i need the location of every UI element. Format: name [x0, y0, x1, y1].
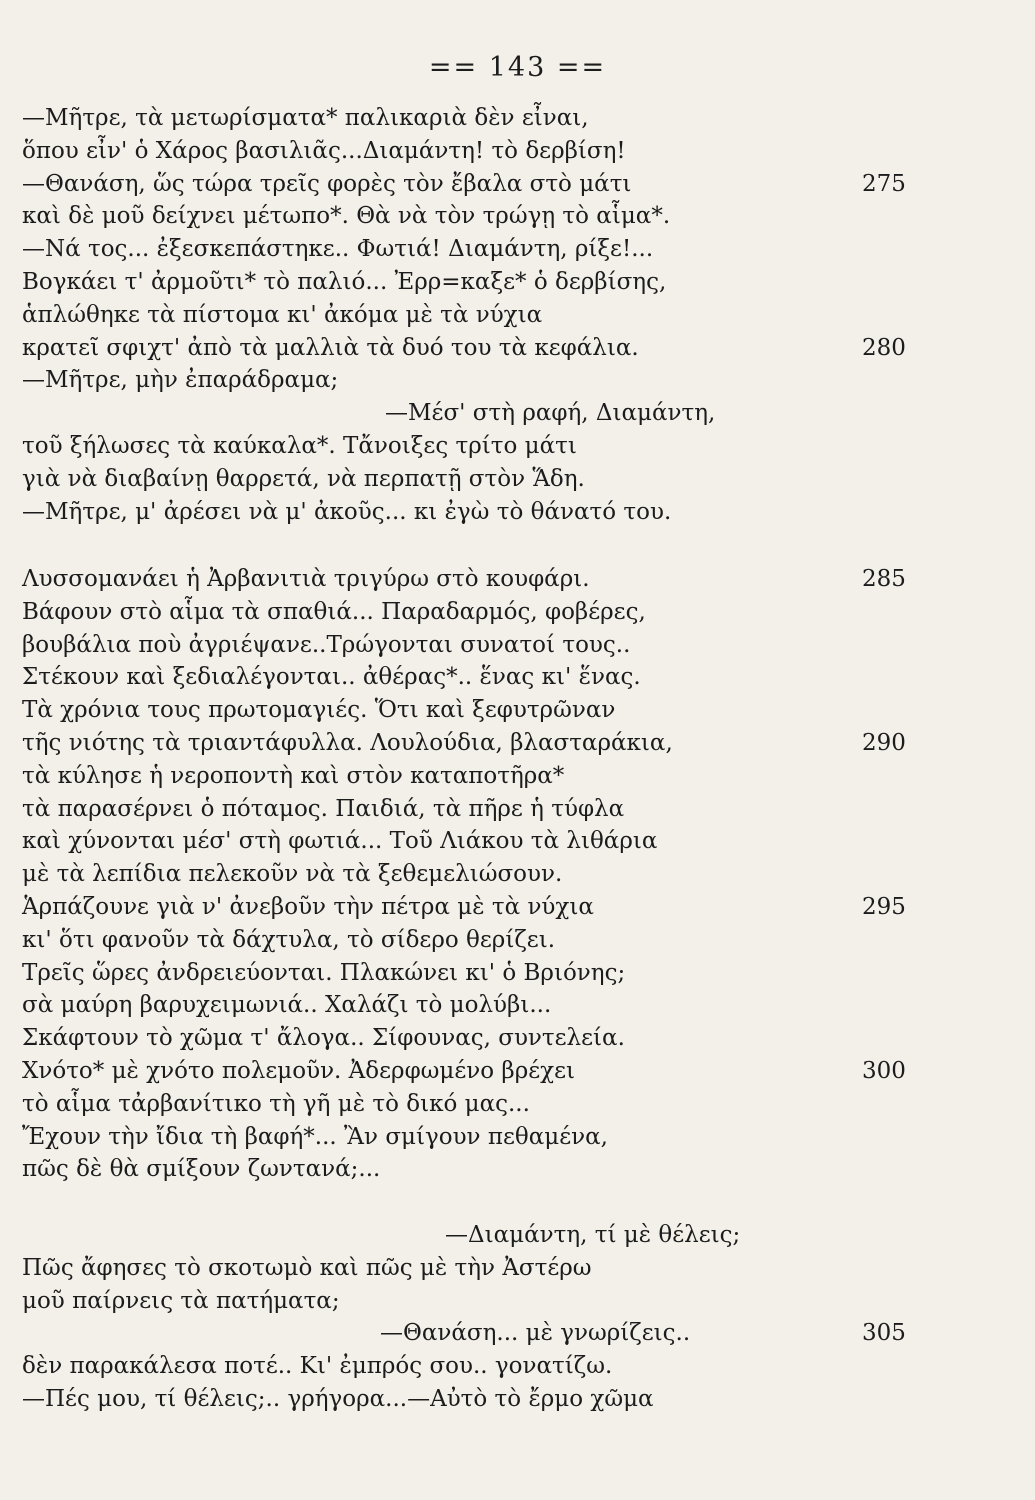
verse-text: Βάφουν στὸ αἷμα τὰ σπαθιά... Παραδαρμός, φοβέρες,: [22, 598, 646, 625]
verse-text: τὰ παρασέρνει ὁ πόταμος. Παιδιά, τὰ πῆρε ἡ τύφλα: [22, 795, 625, 822]
verse-text: τοῦ ξήλωσες τὰ καύκαλα*. Τἄνοιξες τρίτο μάτι: [22, 432, 577, 459]
verse-line: [0, 102, 1035, 135]
verse-text: Στέκουν καὶ ξεδιαλέγονται.. ἀθέρας*.. ἕνας κι' ἕνας.: [22, 664, 641, 691]
verse-line: [0, 266, 1035, 299]
verse-text: κρατεῖ σφιχτ' ἀπὸ τὰ μαλλιὰ τὰ δυό του τὰ κεφάλια.: [22, 334, 639, 361]
verse-text: καὶ δὲ μοῦ δείχνει μέτωπο*. Θὰ νὰ τὸν τρώγῃ τὸ αἷμα*.: [22, 203, 671, 230]
stanza-3: [0, 1219, 1035, 1416]
verse-line: [0, 563, 1035, 596]
verse-line: [0, 694, 1035, 727]
verse-line: [0, 200, 1035, 233]
verse-text: Ἔχουν τὴν ἴδια τὴ βαφή*... Ἂν σμίγουν πεθαμένα,: [22, 1123, 608, 1150]
verse-text: —Μῆτρε, μ' ἀρέσει νὰ μ' ἀκοῦς... κι ἐγὼ τὸ θάνατό του.: [22, 498, 672, 525]
line-number: 305: [862, 1320, 906, 1347]
verse-line: [0, 825, 1035, 858]
line-number: 295: [862, 893, 906, 920]
verse-line: [0, 1121, 1035, 1154]
line-number: 275: [862, 170, 906, 197]
verse-text: Λυσσομανάει ἡ Ἀρβανιτιὰ τριγύρω στὸ κουφάρι.: [22, 566, 590, 592]
verse-line: [0, 891, 1035, 924]
verse-text: Σκάφτουν τὸ χῶμα τ' ἄλογα.. Σίφουνας, συντελεία.: [22, 1025, 625, 1052]
verse-line: [0, 1219, 1035, 1252]
verse-line: [0, 1383, 1035, 1416]
verse-text: Τὰ χρόνια τους πρωτομαγιές. Ὅτι καὶ ξεφυτρῶναν: [22, 697, 616, 724]
verse-text: ἁπλώθηκε τὰ πίστομα κι' ἀκόμα μὲ τὰ νύχια: [22, 301, 543, 328]
verse-text: —Μέσ' στὴ ραφή, Διαμάντη,: [385, 400, 716, 427]
verse-text: τῆς νιότης τὰ τριαντάφυλλα. Λουλούδια, βλασταράκια,: [22, 729, 673, 756]
verse-text: καὶ χύνονται μέσ' στὴ φωτιά... Τοῦ Λιάκου τὰ λιθάρια: [22, 828, 658, 855]
verse-line: [0, 793, 1035, 826]
verse-line: [0, 727, 1035, 760]
verse-text: μοῦ παίρνεις τὰ πατήματα;: [22, 1287, 340, 1314]
verse-text: μὲ τὰ λεπίδια πελεκοῦν νὰ τὰ ξεθεμελιώσουν.: [22, 861, 563, 888]
verse-text: ὅπου εἶν' ὁ Χάρος βασιλιᾶς...Διαμάντη! τὸ δερβίση!: [22, 137, 626, 164]
verse-line: [0, 989, 1035, 1022]
verse-text: κι' ὅτι φανοῦν τὰ δάχτυλα, τὸ σίδερο θερίζει.: [22, 926, 556, 953]
verse-line: [0, 364, 1035, 397]
verse-line: [0, 1350, 1035, 1383]
stanza-2: [0, 563, 1035, 1186]
verse-line: [0, 760, 1035, 793]
verse-line: [0, 397, 1035, 430]
verse-text: Χνότο* μὲ χνότο πολεμοῦν. Ἀδερφωμένο βρέχει: [22, 1057, 576, 1084]
verse-text: δὲν παρακάλεσα ποτέ.. Κι' ἐμπρός σου.. γονατίζω.: [22, 1353, 613, 1380]
verse-text: —Θανάση, ὥς τώρα τρεῖς φορὲς τὸν ἔβαλα στὸ μάτι: [22, 170, 632, 197]
verse-text: —Διαμάντη, τί μὲ θέλεις;: [445, 1222, 741, 1248]
verse-text: τὸ αἷμα τἀρβανίτικο τὴ γῆ μὲ τὸ δικό μας...: [22, 1090, 530, 1117]
verse-line: [0, 332, 1035, 365]
verse-line: [0, 496, 1035, 529]
verse-text: Ἁρπάζουνε γιὰ ν' ἀνεβοῦν τὴν πέτρα μὲ τὰ νύχια: [22, 893, 594, 920]
verse-line: [0, 1153, 1035, 1186]
verse-line: [0, 430, 1035, 463]
verse-line: [0, 629, 1035, 662]
verse-text: —Μῆτρε, τὰ μετωρίσματα* παλικαριὰ δὲν εἶναι,: [22, 105, 589, 131]
verse-line: [0, 1285, 1035, 1318]
verse-line: [0, 299, 1035, 332]
verse-text: Τρεῖς ὥρες ἀνδρειεύονται. Πλακώνει κι' ὁ Βριόνης;: [22, 959, 626, 986]
verse-line: [0, 135, 1035, 168]
page-number: == 143 ==: [428, 52, 607, 83]
verse-text: —Θανάση... μὲ γνωρίζεις..: [380, 1320, 691, 1347]
verse-line: [0, 233, 1035, 266]
verse-line: [0, 1317, 1035, 1350]
verse-line: [0, 1252, 1035, 1285]
verse-text: —Πές μου, τί θέλεις;.. γρήγορα...—Αὐτὸ τὸ ἔρμο χῶμα: [22, 1385, 654, 1412]
line-number: 285: [862, 566, 906, 592]
verse-text: πῶς δὲ θὰ σμίξουν ζωντανά;...: [22, 1156, 381, 1183]
verse-line: [0, 1022, 1035, 1055]
verse-line: [0, 957, 1035, 990]
verse-line: [0, 463, 1035, 496]
line-number: 280: [862, 334, 906, 361]
verse-line: [0, 168, 1035, 201]
verse-line: [0, 1055, 1035, 1088]
verse-text: βουβάλια ποὺ ἀγριέψανε..Τρώγονται συνατοί τους..: [22, 631, 631, 658]
verse-text: —Μῆτρε, μὴν ἐπαράδραμα;: [22, 367, 339, 394]
line-number: 300: [862, 1057, 906, 1084]
verse-text: Βογκάει τ' ἀρμοῦτι* τὸ παλιό... Ἐρρ=καξε* ὁ δερβίσης,: [22, 268, 667, 295]
stanza-1: [0, 102, 1035, 528]
verse-text: σὰ μαύρη βαρυχειμωνιά.. Χαλάζι τὸ μολύβι...: [22, 992, 552, 1019]
verse-line: [0, 924, 1035, 957]
verse-line: [0, 661, 1035, 694]
verse-text: γιὰ νὰ διαβαίνῃ θαρρετά, νὰ περπατῇ στὸν Ἅδη.: [22, 465, 585, 492]
line-number: 290: [862, 729, 906, 756]
verse-text: —Νά τος... ἐξεσκεπάστηκε.. Φωτιά! Διαμάντη, ρίξε!...: [22, 236, 654, 263]
verse-line: [0, 858, 1035, 891]
verse-line: [0, 1088, 1035, 1121]
verse-line: [0, 596, 1035, 629]
verse-text: Πῶς ἄφησες τὸ σκοτωμὸ καὶ πῶς μὲ τὴν Ἀστέρω: [22, 1254, 592, 1281]
verse-text: τὰ κύλησε ἡ νεροποντὴ καὶ στὸν καταποτῆρα*: [22, 762, 565, 789]
